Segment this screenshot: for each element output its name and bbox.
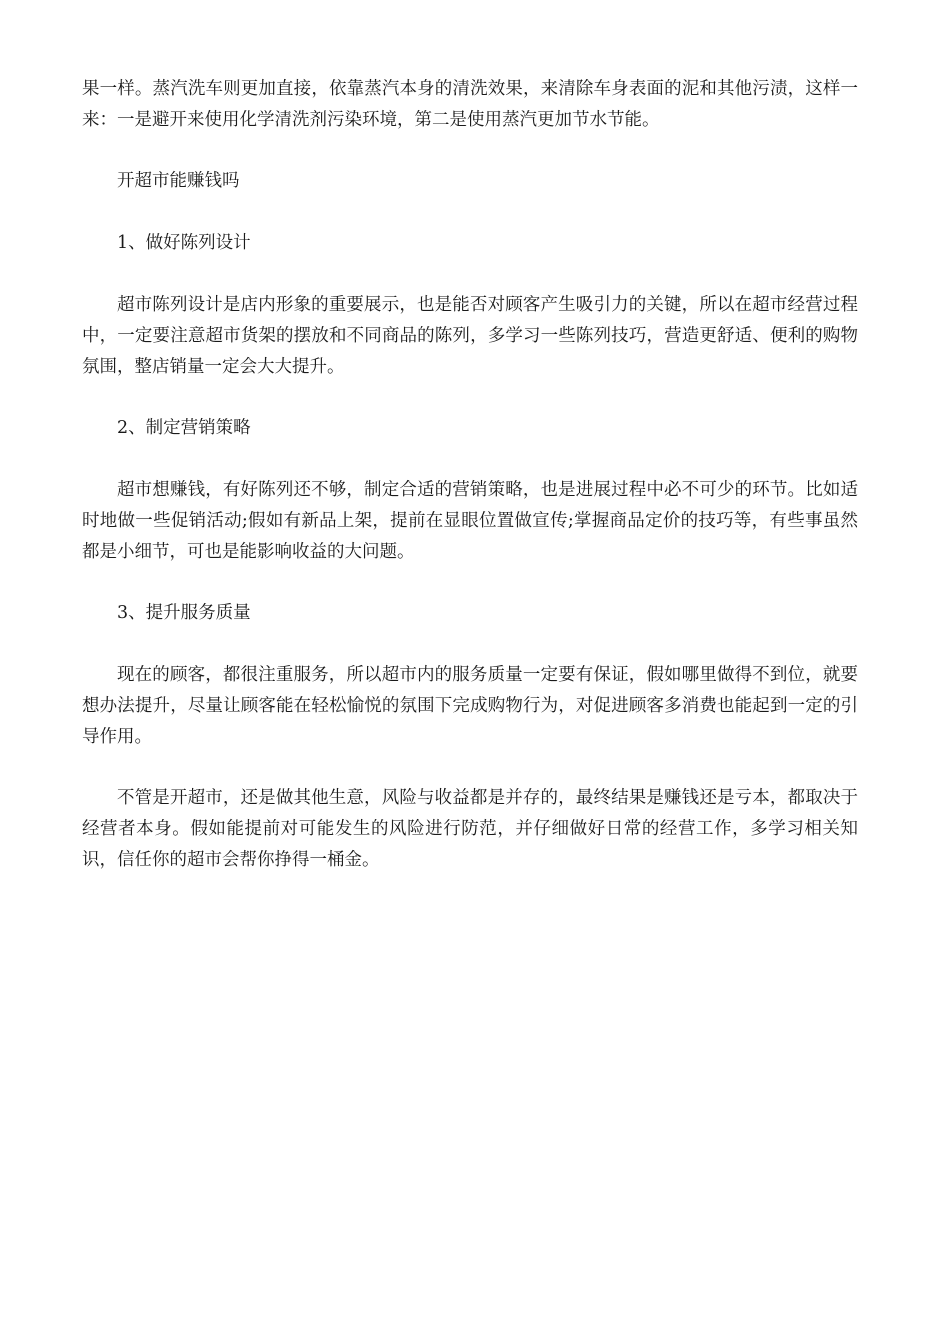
paragraph-car-wash-continuation: 果一样。蒸汽洗车则更加直接，依靠蒸汽本身的清洗效果，来清除车身表面的泥和其他污渍，这样一来：一是避开来使用化学清洗剂污染环境，第二是使用蒸汽更加节水节能。 (82, 79, 858, 130)
paragraph-marketing-strategy: 超市想赚钱，有好陈列还不够，制定合适的营销策略，也是进展过程中必不可少的环节。比如适时地做一些促销活动;假如有新品上架，提前在显眼位置做宣传;掌握商品定价的技巧等，有些事虽然都是小细节，可也是能影响收益的大问题。 (82, 480, 858, 562)
section-title: 开超市能赚钱吗 (117, 171, 240, 191)
document-body (82, 74, 858, 906)
paragraph-service-quality: 现在的顾客，都很注重服务，所以超市内的服务质量一定要有保证，假如哪里做得不到位，就要想办法提升，尽量让顾客能在轻松愉悦的氛围下完成购物行为，对促进顾客多消费也能起到一定的引导作用。 (82, 665, 858, 747)
paragraph-conclusion: 不管是开超市，还是做其他生意，风险与收益都是并存的，最终结果是赚钱还是亏本，都取决于经营者本身。假如能提前对可能发生的风险进行防范，并仔细做好日常的经营工作，多学习相关知识，信任你的超市会帮你挣得一桶金。 (82, 788, 858, 870)
subheading-service-quality: 3、提升服务质量 (117, 603, 251, 623)
subheading-display-design: 1、做好陈列设计 (117, 233, 251, 253)
paragraph-display-design: 超市陈列设计是店内形象的重要展示，也是能否对顾客产生吸引力的关键，所以在超市经营过程中，一定要注意超市货架的摆放和不同商品的陈列，多学习一些陈列技巧，营造更舒适、便利的购物氛围，整店销量一定会大大提升。 (82, 295, 858, 377)
subheading-marketing-strategy: 2、制定营销策略 (117, 418, 251, 438)
